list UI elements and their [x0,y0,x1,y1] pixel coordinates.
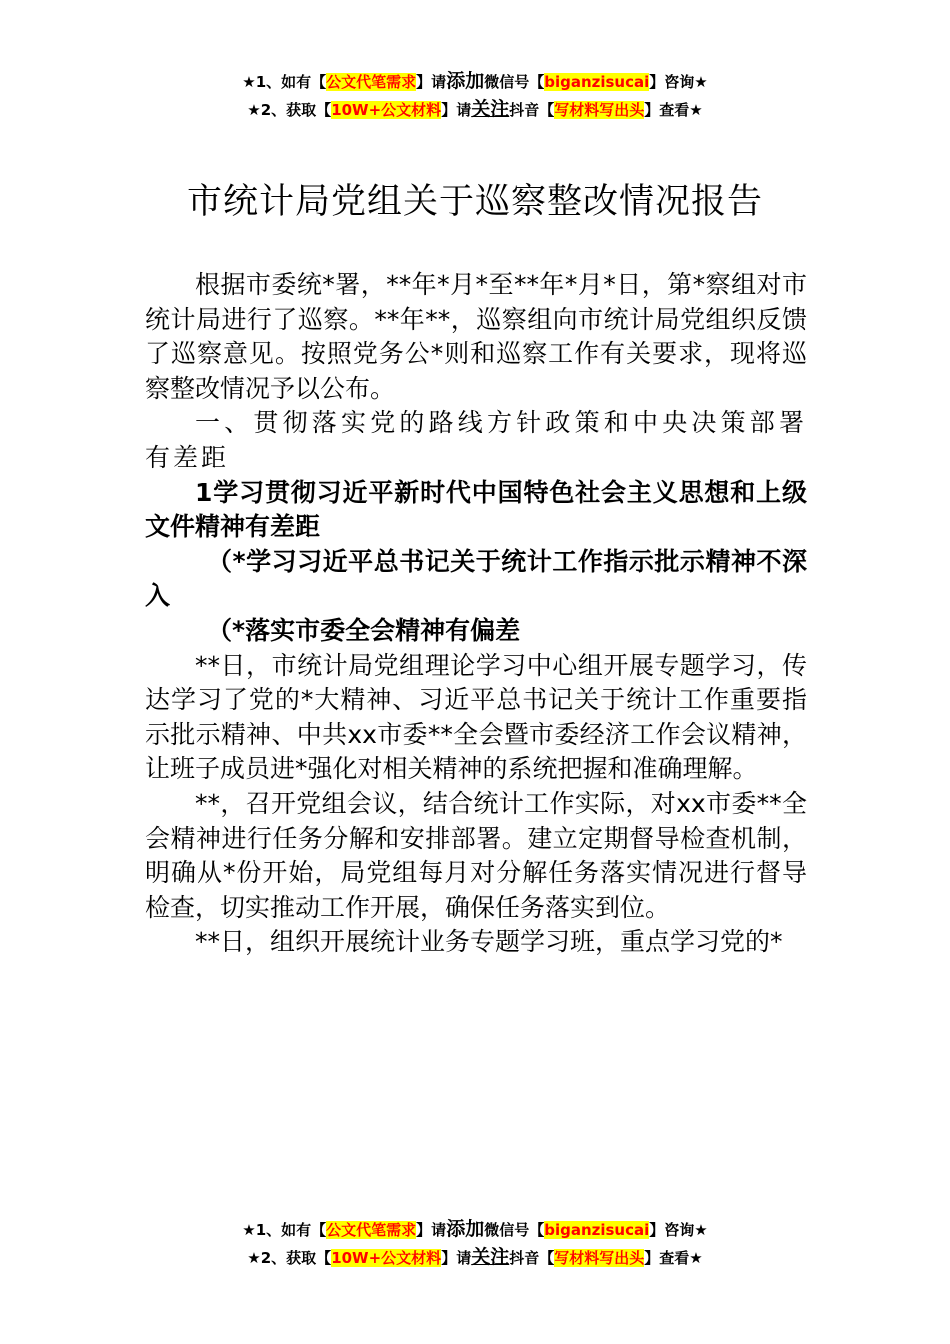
promo-highlight: 10W+公文材料 [331,1249,442,1267]
promo-text: 】请 [416,73,447,91]
item-heading-1: （*学习习近平总书记关于统计工作指示批示精神不深入 [145,546,807,611]
promo-text: ★2、获取【 [247,1249,332,1267]
promo-highlight: 公文代笔需求 [326,1221,417,1239]
promo-wechat-id: biganzisucai [544,1221,650,1239]
promo-highlight: 写材料写出头 [554,101,645,119]
promo-banner-top [0,68,950,124]
promo-text: 】请 [441,101,472,119]
promo-text: ★1、如有【 [242,1221,327,1239]
subsection-heading-1: 1学习贯彻习近平新时代中国特色社会主义思想和上级文件精神有差距 [145,477,807,542]
promo-line-2 [0,96,950,124]
promo-emphasis: 关注 [471,98,510,120]
promo-banner-bottom [0,1216,950,1272]
promo-highlight: 公文代笔需求 [326,73,417,91]
promo-line-1 [0,68,950,96]
paragraph-body: **，召开党组会议，结合统计工作实际，对xx市委**全会精神进行任务分解和安排部署。建立定期督导检查机制，明确从*份开始，局党组每月对分解任务落实情况进行督导检查，切实推动工作开展，确保任务落实到位。 [145,788,807,922]
promo-line-1 [0,1216,950,1244]
promo-text: 】查看★ [644,1249,703,1267]
promo-text: 】咨询★ [649,73,708,91]
paragraph-intro: 根据市委统*署，**年*月*至**年*月*日，第*察组对市统计局进行了巡察。**年**，巡察组向市统计局党组织反馈了巡察意见。按照党务公*则和巡察工作有关要求，现将巡察整改情况予以公布。 [145,270,807,403]
promo-text: ★2、获取【 [247,101,332,119]
promo-emphasis: 添加 [446,1218,485,1240]
promo-wechat-id: biganzisucai [544,73,650,91]
item-heading-2: （*落实市委全会精神有偏差 [207,615,521,645]
promo-text: 微信号【 [484,73,545,91]
promo-line-2 [0,1244,950,1272]
section-heading-1: 一、贯彻落实党的路线方针政策和中央决策部署有差距 [145,408,807,472]
paragraph-body: **日，市统计局党组理论学习中心组开展专题学习，传达学习了党的*大精神、习近平总书记关于统计工作重要指示批示精神、中共xx市委**全会暨市委经济工作会议精神，让班子成员进*强化对相关精神的系统把握和准确理解。 [145,650,807,784]
promo-highlight: 写材料写出头 [554,1249,645,1267]
promo-text: 】请 [416,1221,447,1239]
document-body [145,268,807,960]
promo-emphasis: 添加 [446,70,485,92]
promo-emphasis: 关注 [471,1246,510,1268]
paragraph-body: **日，组织开展统计业务专题学习班，重点学习党的* [195,927,783,957]
promo-text: 】咨询★ [649,1221,708,1239]
promo-text: 微信号【 [484,1221,545,1239]
promo-text: 】查看★ [644,101,703,119]
promo-text: 】请 [441,1249,472,1267]
promo-text: 抖音【 [509,1249,555,1267]
promo-text: 抖音【 [509,101,555,119]
promo-text: ★1、如有【 [242,73,327,91]
document-title: 市统计局党组关于巡察整改情况报告 [186,182,763,222]
promo-highlight: 10W+公文材料 [331,101,442,119]
